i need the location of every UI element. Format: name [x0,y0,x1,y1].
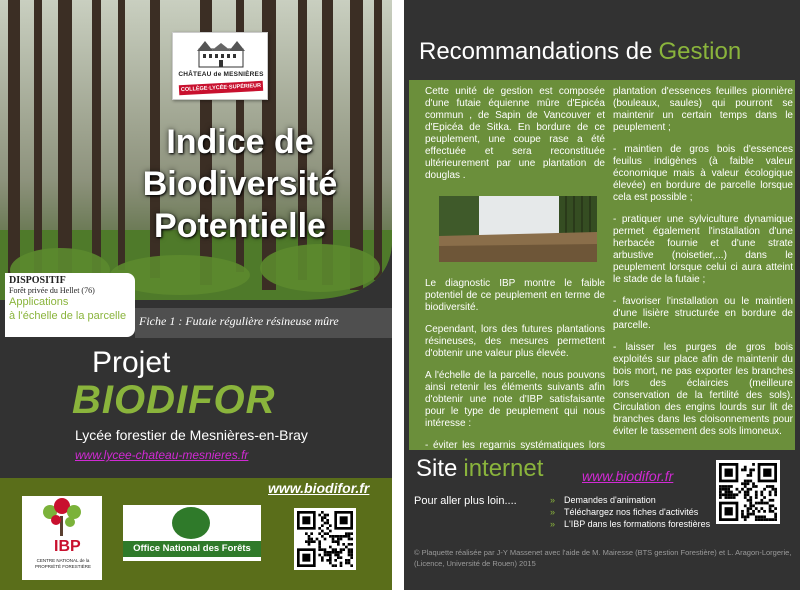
credit-text: © Plaquette réalisée par J-Y Massenet avec l'aide de M. Mairesse (BTS gestion Forestière) et L. Aragon-Lorgerie, (Licence, Université de Rouen) 2015 [414,548,792,568]
list-item: » L'IBP dans les formations forestières [550,518,710,530]
chateau-logo [172,32,268,100]
title-line-3: Potentielle [154,207,326,245]
ibp-logo [22,496,102,580]
text-column-left [425,86,605,450]
fiche-label: Fiche 1 : Futaie régulière résineuse mûre [139,314,339,328]
ibp-label: IBP [54,538,81,555]
dispositif-title: DISPOSITIF [9,275,66,286]
dispositif-box [5,273,135,337]
projet-label: Projet [92,346,171,379]
paragraph: Cette unité de gestion est composée d'une futaie équienne mûre d'Epicéa commun , de Sapin de Vancouver et d'Epicéa de Sitka. En bordure de ce peuplement, une coupe rase a été effectuée et sera reconstituée ultérieurement par une plantation de douglas . [425,86,605,181]
clear-cut-photo [439,196,597,262]
left-page [0,0,392,590]
logo-band: COLLÈGE·LYCÉE·SUPÉRIEUR [179,81,263,95]
paragraph: plantation d'essences feuilles pionnière (bouleaux, saules) qui pourront se maintenir un certain temps dans le peuplement ; [613,86,793,133]
onf-emblem-icon [172,507,210,539]
applications-line-2: à l'échelle de la parcelle [9,310,127,322]
paragraph: - éviter les regarnis systématiques lors [425,440,605,450]
biodifor-url-link[interactable]: www.biodifor.fr [268,480,370,496]
paragraph: - pratiquer une sylviculture dynamique permet également l'installation d'une herbacée fournie et d'une strate arbustive (noisetier,...) dans le peuplement lorsque celui ci aura atteint le stade de la futaie ; [613,214,793,285]
text-column-right [613,86,793,448]
site-title-accent: internet [463,455,544,482]
lycee-name: Lycée forestier de Mesnières-en-Bray [75,427,308,443]
recommendations-title-accent: Gestion [658,38,742,65]
recommendations-title [419,38,741,66]
list-item: » Téléchargez nos fiches d'activités [550,506,710,518]
paragraph: Cependant, lors des futures plantations résineuses, des mesures permettent d'obtenir une valeur plus élevée. [425,324,605,359]
paragraph: Le diagnostic IBP montre le faible potentiel de ce peuplement en terme de biodiversité. [425,278,605,313]
castle-icon [195,39,247,69]
qr-code-icon [716,460,780,524]
title-line-2: Biodiversité [142,165,338,203]
recommendations-title-main: Recommandations de [419,38,653,65]
site-url-link[interactable]: www.biodifor.fr [582,468,674,484]
qr-code-icon [294,508,356,570]
site-title-main: Site [416,455,458,482]
ibp-small-label: CENTRE NATIONAL de la PROPRIÉTÉ FORESTIÈRE [34,558,91,569]
list-item: » Demandes d'animation [550,494,710,506]
dispositif-subtitle: Forêt privée du Hellet (76) [9,286,95,295]
applications-line-1: Applications [9,296,69,308]
paragraph: - maintien de gros bois d'essences feuilus indigènes (à faible valeur économique mais à valeur écologique élevée) en bordure de parcelle lorsque cela est possible ; [613,144,793,203]
biodifor-title: BIODIFOR [72,378,276,422]
title-line-1: Indice de [166,123,314,161]
plus-loin-label: Pour aller plus loin.... [414,495,517,507]
paragraph: A l'échelle de la parcelle, nous pouvons ainsi retenir les éléments suivants afin d'obtenir une note d'IBP satisfaisante pour le type de peuplement qui nous intéresse : [425,370,605,429]
paragraph: - laisser les purges de gros bois exploités sur place afin de maintenir du bois mort, ne pas exporter les branches lors des éclaircies (meilleure conservation de la fertilité des sols). Circulation des engins lourds sur lit de branches dans les cloisonnements pour éviter le tassement des sols limoneux. [613,342,793,437]
right-page [404,0,800,590]
logo-name: CHÂTEAU de MESNIÈRES [178,71,264,78]
paragraph: - favoriser l'installation ou le maintien d'une lisière structurée en bordure de parcelle. [613,296,793,331]
tree-icon [36,498,88,538]
site-title [416,455,543,483]
onf-label: Office National des Forêts [123,541,261,557]
site-bullets [550,494,710,530]
lycee-url-link[interactable]: www.lycee-chateau-mesnieres.fr [75,448,249,462]
onf-logo [123,505,261,561]
